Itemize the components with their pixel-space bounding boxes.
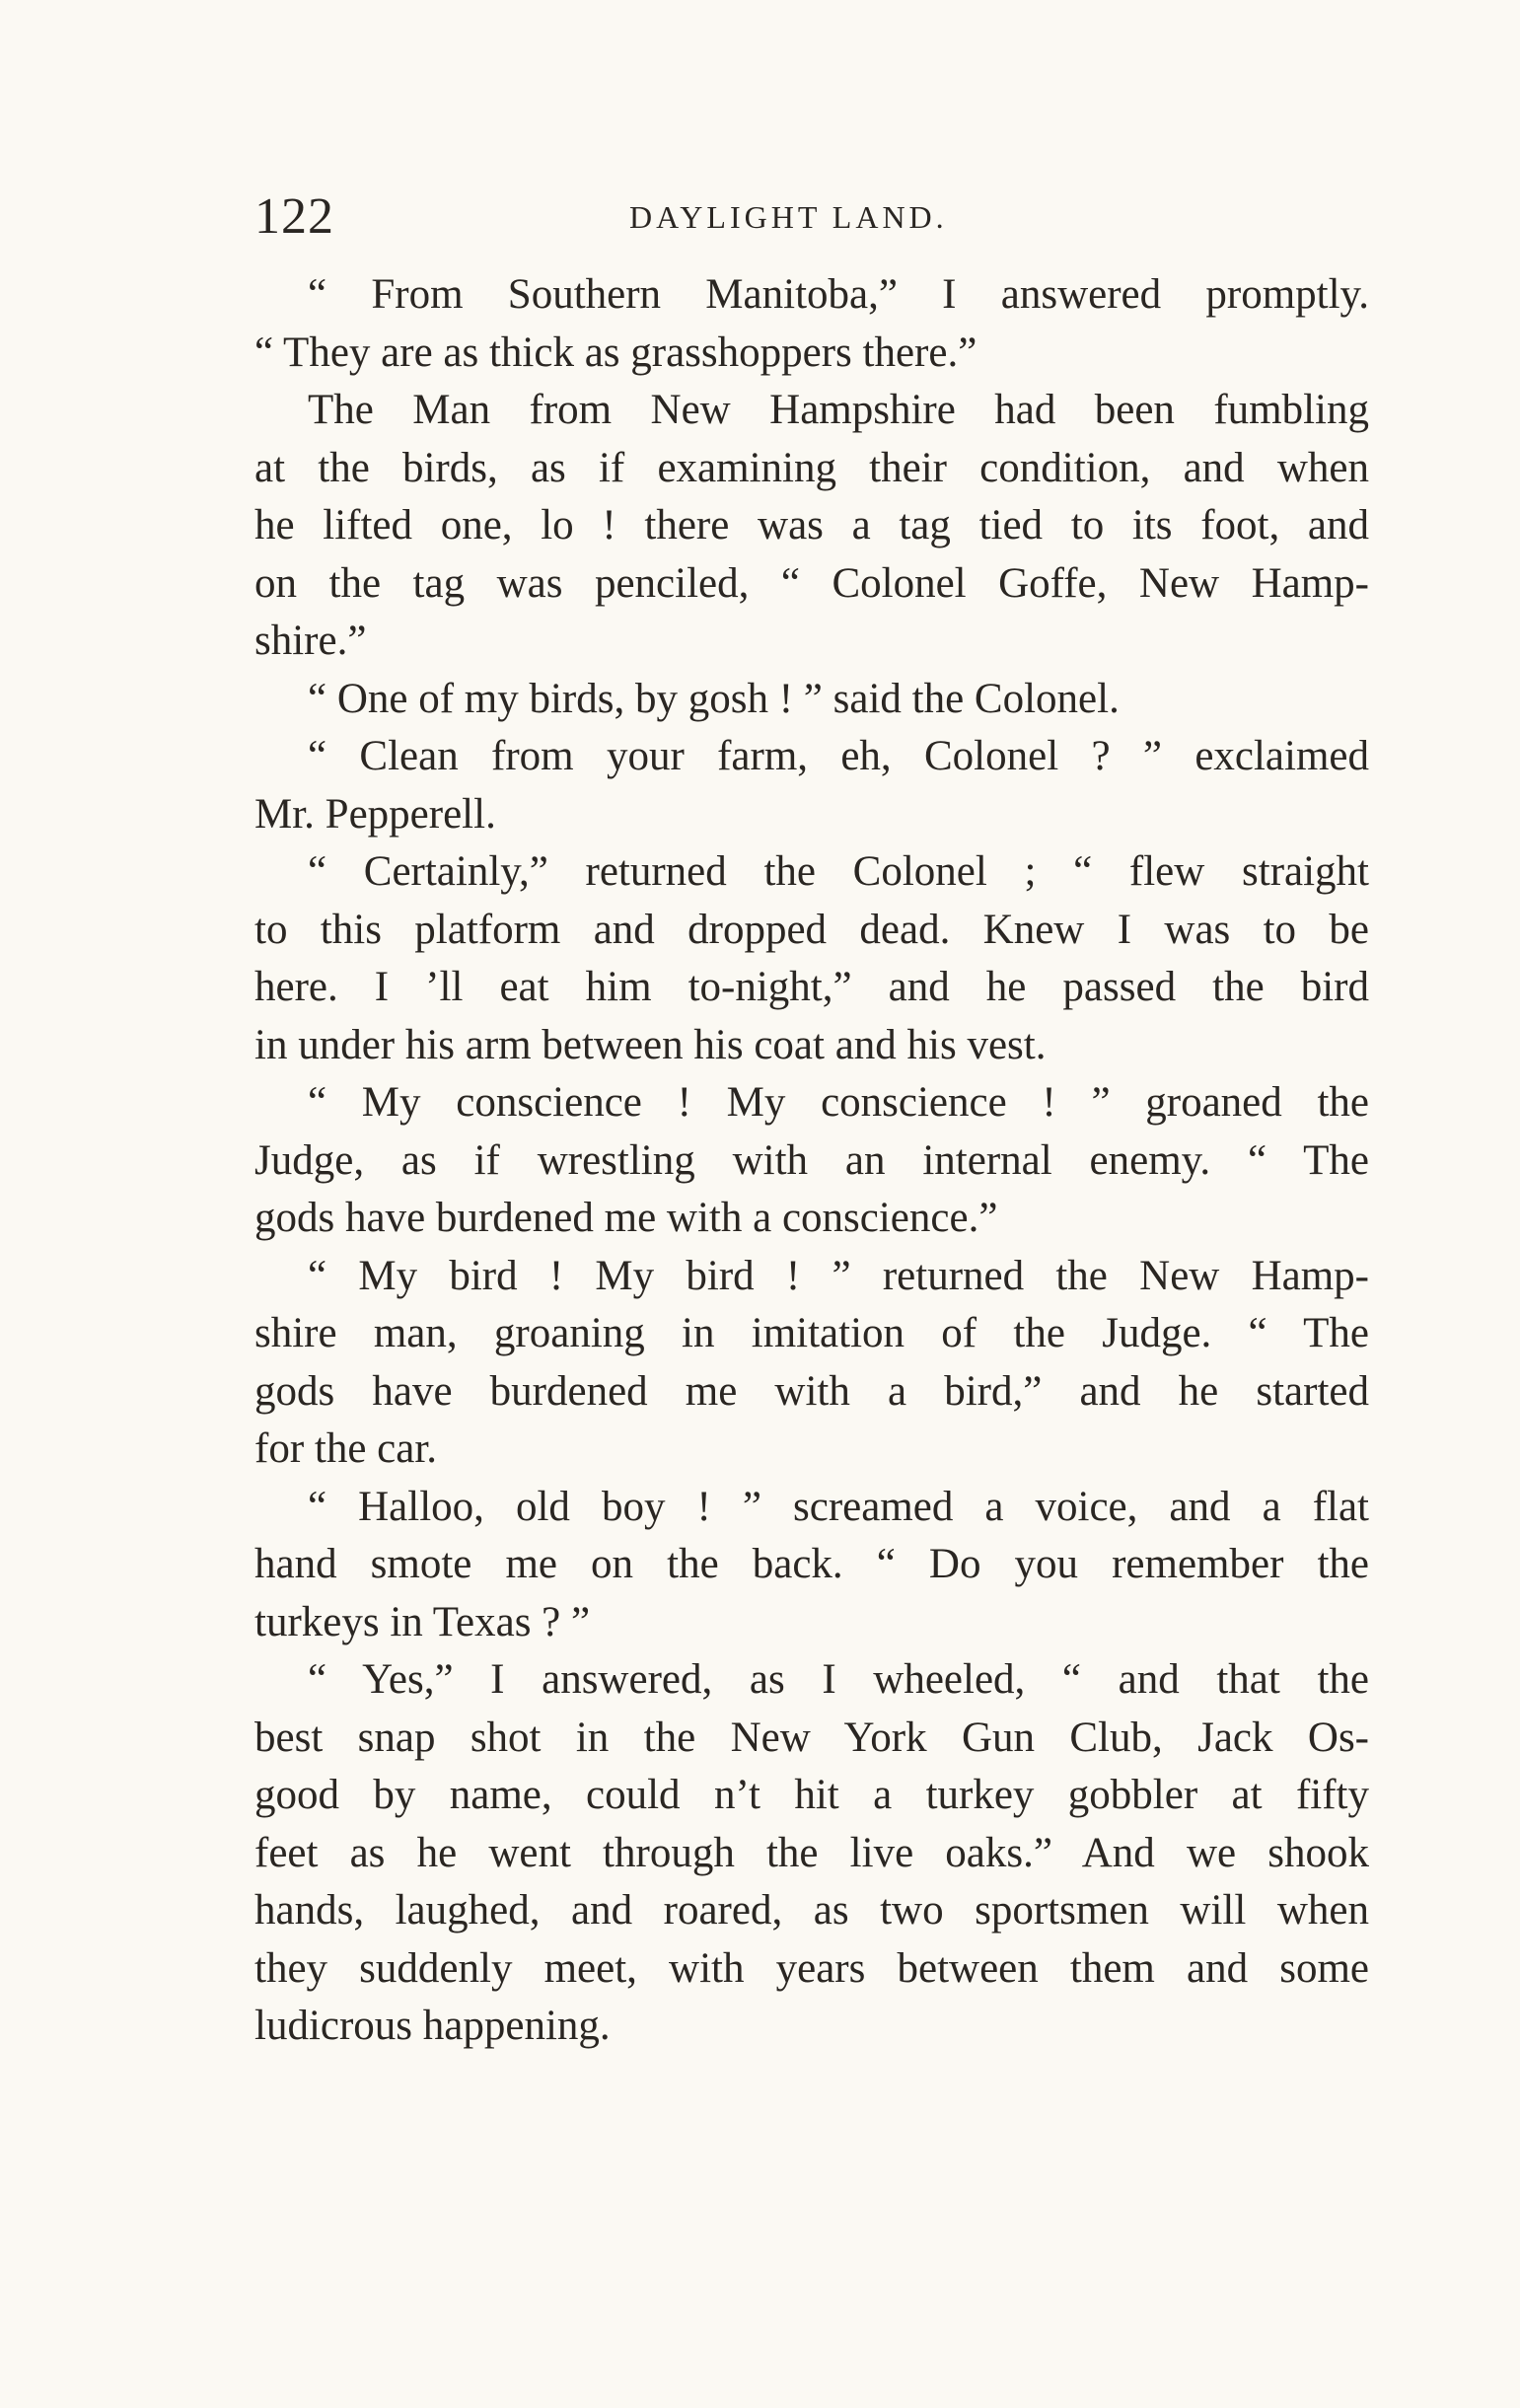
text-line: shire.” <box>254 618 367 664</box>
text-line: gods have burdened me with a conscience.” <box>254 1195 998 1241</box>
text-line: “ My conscience ! My conscience ! ” groaned the <box>308 1079 1369 1126</box>
running-title: DAYLIGHT LAND. <box>629 199 948 235</box>
text-line: here. I ’ll eat him to-night,” and he passed the bird <box>254 964 1369 1010</box>
text-line: gods have burdened me with a bird,” and he started <box>254 1367 1369 1415</box>
text-line: “ Clean from your farm, eh, Colonel ? ” exclaimed <box>308 733 1369 779</box>
text-line: hands, laughed, and roared, as two sportsmen will when <box>254 1887 1369 1934</box>
text-line: at the birds, as if examining their condition, and when <box>254 444 1369 491</box>
text-line: on the tag was penciled, “ Colonel Goffe, New Hamp- <box>254 559 1369 607</box>
text-line: “ Certainly,” returned the Colonel ; “ flew straight <box>308 848 1369 895</box>
text-line: “ One of my birds, by gosh ! ” said the Colonel. <box>308 675 1120 722</box>
text-line: turkeys in Texas ? ” <box>254 1598 591 1645</box>
text-line: Mr. Pepperell. <box>254 790 496 838</box>
text-line: he lifted one, lo ! there was a tag tied to its foot, and <box>254 502 1369 548</box>
text-line: “ Yes,” I answered, as I wheeled, “ and that the <box>308 1656 1369 1703</box>
text-line: “ From Southern Manitoba,” I answered promptly. <box>308 271 1369 318</box>
text-line: hand smote me on the back. “ Do you remember the <box>254 1541 1369 1587</box>
text-line: “ They are as thick as grasshoppers there.” <box>254 328 977 376</box>
text-line: Judge, as if wrestling with an internal enemy. “ The <box>254 1136 1369 1184</box>
text-line: “ Halloo, old boy ! ” screamed a voice, and a flat <box>308 1483 1369 1530</box>
text-line: good by name, could n’t hit a turkey gobbler at fifty <box>254 1772 1369 1818</box>
text-line: best snap shot in the New York Gun Club, Jack Os- <box>254 1714 1369 1761</box>
running-head <box>254 187 1369 247</box>
text-line: to this platform and dropped dead. Knew I was to be <box>254 906 1369 953</box>
body-text <box>254 266 1369 2056</box>
text-line: “ My bird ! My bird ! ” returned the New Hamp- <box>308 1252 1369 1299</box>
text-line: feet as he went through the live oaks.” And we shook <box>254 1829 1369 1876</box>
text-line: they suddenly meet, with years between them and some <box>254 1944 1369 1992</box>
text-line: ludicrous happening. <box>254 2003 611 2049</box>
text-line: shire man, groaning in imitation of the Judge. “ The <box>254 1310 1369 1356</box>
text-line: in under his arm between his coat and his vest. <box>254 1021 1047 1068</box>
text-line: for the car. <box>254 1425 438 1472</box>
text-line: The Man from New Hampshire had been fumbling <box>308 387 1369 433</box>
page-number: 122 <box>254 188 334 245</box>
